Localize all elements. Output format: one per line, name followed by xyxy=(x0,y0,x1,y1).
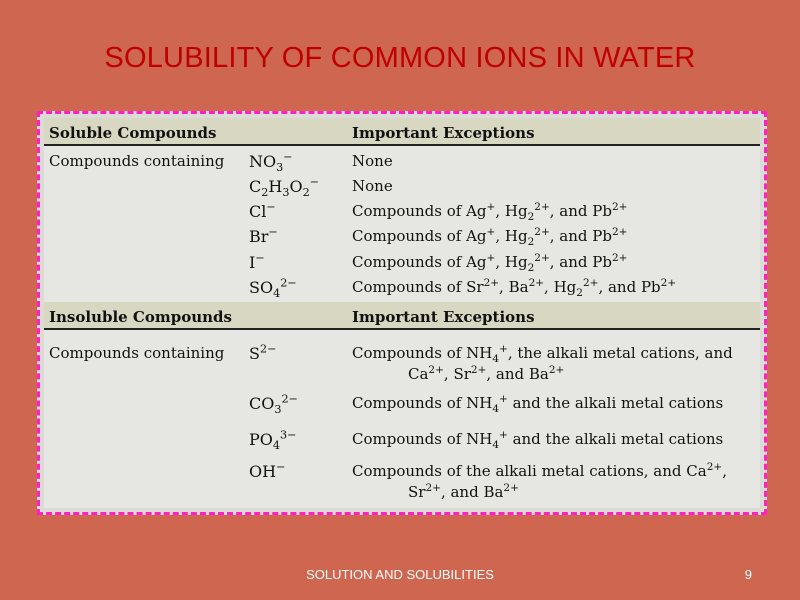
soluble-header-col1: Soluble Compounds xyxy=(49,124,217,142)
soluble-ion: I− xyxy=(249,251,265,272)
page-number: 9 xyxy=(744,567,752,582)
footer-text: SOLUTION AND SOLUBILITIES xyxy=(306,567,494,582)
insoluble-exception-continued: $Ca^{2+}$, $Sr^{2+}$, and $Ba^{2+}$ xyxy=(408,364,565,383)
insoluble-exception-continued: $Sr^{2+}$, and $Ba^{2+}$ xyxy=(408,482,519,501)
soluble-ion: $SO_4^{2-}$ xyxy=(249,276,297,301)
insoluble-ion: $CO_3^{2-}$ xyxy=(249,392,298,417)
insoluble-header-row xyxy=(44,302,760,330)
insoluble-exception: Compounds of the alkali metal cations, and $Ca^{2+}$, xyxy=(352,461,727,480)
insoluble-exception: Compounds of $NH_4^+$ and the alkali metal cations xyxy=(352,429,724,451)
solubility-table-frame xyxy=(37,111,767,515)
soluble-exception: None xyxy=(352,177,393,195)
solubility-table xyxy=(44,118,760,508)
soluble-exception: None xyxy=(352,152,393,170)
insoluble-exception: Compounds of $NH_4^+$ and the alkali metal cations xyxy=(352,393,724,415)
soluble-exception: Compounds of Ag+, $Hg_2^{2+}$, and $Pb^{2+}$ xyxy=(352,201,628,223)
insoluble-lead-label: Compounds containing xyxy=(49,344,225,362)
insoluble-exception: Compounds of $NH_4^+$, the alkali metal cations, and xyxy=(352,343,733,365)
insoluble-ion: $PO_4^{3-}$ xyxy=(249,428,297,453)
soluble-exception: Compounds of Ag+, $Hg_2^{2+}$, and $Pb^{2+}$ xyxy=(352,226,628,248)
insoluble-header-col2: Important Exceptions xyxy=(352,308,535,326)
insoluble-header-col1: Insoluble Compounds xyxy=(49,308,232,326)
soluble-ion: $C_2H_3O_2^-$ xyxy=(249,175,320,200)
soluble-exception: Compounds of $Sr^{2+}$, $Ba^{2+}$, $Hg_2^{2+}$, and $Pb^{2+}$ xyxy=(352,277,677,299)
soluble-exception: Compounds of Ag+, $Hg_2^{2+}$, and $Pb^{2+}$ xyxy=(352,252,628,274)
soluble-header-row xyxy=(44,118,760,146)
soluble-ion: Br− xyxy=(249,225,278,246)
soluble-lead-label: Compounds containing xyxy=(49,152,225,170)
insoluble-ion: $S^{2-}$ xyxy=(249,342,277,363)
insoluble-ion: OH− xyxy=(249,460,286,481)
soluble-header-col2: Important Exceptions xyxy=(352,124,535,142)
soluble-ion: $NO_3^-$ xyxy=(249,150,293,175)
soluble-ion: Cl− xyxy=(249,200,276,221)
slide-title: SOLUBILITY OF COMMON IONS IN WATER xyxy=(104,42,696,74)
